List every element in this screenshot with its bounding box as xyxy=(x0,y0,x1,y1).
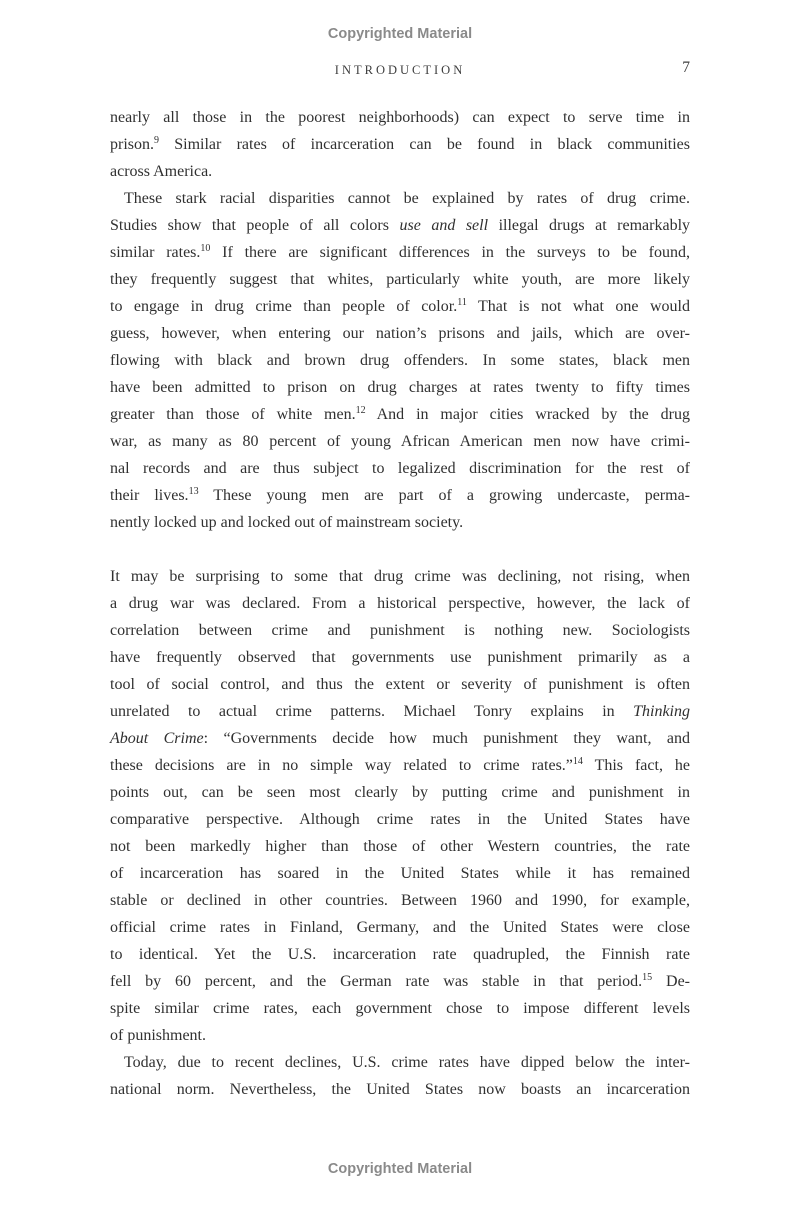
text-line: It may be surprising to some that drug crime was declining, not rising, when xyxy=(110,568,690,585)
text-line: greater than those of white men.$^{12}$ And in major cities wracked by the drug xyxy=(110,405,690,423)
text-line: of punishment. xyxy=(110,1027,206,1044)
text-line: tool of social control, and thus the extent or severity of punishment is often xyxy=(110,676,690,693)
paragraph xyxy=(110,1049,690,1103)
text-line: guess, however, when entering our nation’s prisons and jails, which are over- xyxy=(110,325,690,342)
text-line: war, as many as 80 percent of young African American men now have crimi- xyxy=(110,433,690,450)
running-head: INTRODUCTION xyxy=(334,63,466,77)
text-line: not been markedly higher than those of other Western countries, the rate xyxy=(110,838,690,855)
text-line: Today, due to recent declines, U.S. crime rates have dipped below the inter- xyxy=(124,1054,690,1071)
text-line: a drug war was declared. From a historical perspective, however, the lack of xyxy=(110,595,690,612)
text-line: they frequently suggest that whites, particularly white youth, are more likely xyxy=(110,271,690,288)
text-line: nently locked up and locked out of mainstream society. xyxy=(110,514,464,531)
text-line: fell by 60 percent, and the German rate was stable in that period.$^{15}$ De- xyxy=(110,972,690,990)
text-line: across America. xyxy=(110,163,213,180)
text-line: nearly all those in the poorest neighborhoods) can expect to serve time in xyxy=(110,109,690,126)
text-line: comparative perspective. Although crime rates in the United States have xyxy=(110,811,690,828)
paragraph xyxy=(110,563,690,1049)
text-line: national norm. Nevertheless, the United States now boasts an incarceration xyxy=(110,1081,690,1098)
text-line: official crime rates in Finland, Germany, and the United States were close xyxy=(110,919,690,936)
text-line: spite similar crime rates, each government chose to impose different levels xyxy=(110,1000,690,1017)
paragraph xyxy=(110,104,690,185)
text-line: unrelated to actual crime patterns. Michael Tonry explains in Thinking xyxy=(110,703,690,720)
text-line: similar rates.$^{10}$ If there are significant differences in the surveys to be found, xyxy=(110,243,690,261)
text-line: to engage in drug crime than people of color.$^{11}$ That is not what one would xyxy=(110,297,690,315)
top-copyright-banner: Copyrighted Material xyxy=(327,26,473,42)
text-line: of incarceration has soared in the United States while it has remained xyxy=(110,865,690,882)
text-line: prison.$^9$ Similar rates of incarceration can be found in black communities xyxy=(110,135,690,153)
text-line: have frequently observed that governments use punishment primarily as a xyxy=(110,649,690,666)
bottom-copyright-banner: Copyrighted Material xyxy=(327,1161,473,1177)
text-line: have been admitted to prison on drug charges at rates twenty to fifty times xyxy=(110,379,690,396)
text-line: These stark racial disparities cannot be explained by rates of drug crime. xyxy=(124,190,690,207)
text-line: flowing with black and brown drug offenders. In some states, black men xyxy=(110,352,690,369)
text-line: points out, can be seen most clearly by putting crime and punishment in xyxy=(110,784,690,801)
text-line: these decisions are in no simple way related to crime rates.”$^{14}$ This fact, he xyxy=(110,756,691,774)
text-line: About Crime: “Governments decide how much punishment they want, and xyxy=(110,730,691,747)
text-line: correlation between crime and punishment is nothing new. Sociologists xyxy=(110,622,690,639)
text-line: stable or declined in other countries. Between 1960 and 1990, for example, xyxy=(110,892,690,909)
text-line: to identical. Yet the U.S. incarceration rate quadrupled, the Finnish rate xyxy=(110,946,690,963)
page-number: 7 xyxy=(682,59,690,76)
text-line: Studies show that people of all colors use and sell illegal drugs at remarkably xyxy=(110,217,691,234)
text-line: nal records and are thus subject to legalized discrimination for the rest of xyxy=(110,460,690,477)
paragraph xyxy=(110,185,690,536)
body-text xyxy=(110,104,690,1103)
text-line: their lives.$^{13}$ These young men are part of a growing undercaste, perma- xyxy=(110,486,690,504)
